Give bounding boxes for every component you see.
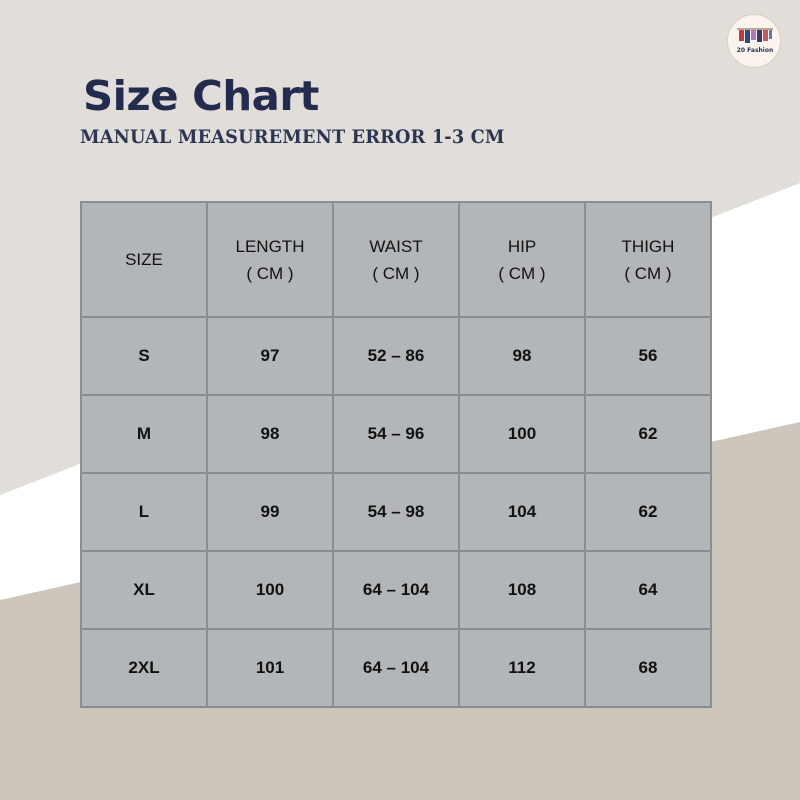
- table-cell: L: [81, 473, 207, 551]
- header-cell-length: LENGTH ( CM ): [207, 202, 333, 317]
- table-row: [81, 629, 711, 707]
- table-cell: 2XL: [81, 629, 207, 707]
- table-cell: 62: [585, 395, 711, 473]
- table-cell: M: [81, 395, 207, 473]
- table-cell: 104: [459, 473, 585, 551]
- logo-text: 20 Fashion: [736, 47, 774, 54]
- table-cell: 64: [585, 551, 711, 629]
- table-cell: 54 – 96: [333, 395, 459, 473]
- table-cell: XL: [81, 551, 207, 629]
- header-cell-waist: WAIST ( CM ): [333, 202, 459, 317]
- table-cell: 98: [459, 317, 585, 395]
- table-cell: 99: [207, 473, 333, 551]
- table-cell: 62: [585, 473, 711, 551]
- table-cell: 64 – 104: [333, 551, 459, 629]
- clothing-rack-icon: [728, 15, 781, 68]
- table-cell: 108: [459, 551, 585, 629]
- size-chart-table: [80, 201, 712, 708]
- table-cell: 52 – 86: [333, 317, 459, 395]
- table-cell: S: [81, 317, 207, 395]
- table-cell: 98: [207, 395, 333, 473]
- table-cell: 112: [459, 629, 585, 707]
- table-header-row: [81, 202, 711, 317]
- table-cell: 64 – 104: [333, 629, 459, 707]
- header-cell-size: SIZE: [81, 202, 207, 317]
- table-row: [81, 395, 711, 473]
- brand-logo: [727, 14, 781, 68]
- table-row: [81, 473, 711, 551]
- table-cell: 97: [207, 317, 333, 395]
- table-cell: 68: [585, 629, 711, 707]
- table-row: [81, 317, 711, 395]
- page-title: Size Chart: [83, 72, 319, 120]
- table-cell: 54 – 98: [333, 473, 459, 551]
- header-cell-thigh: THIGH ( CM ): [585, 202, 711, 317]
- page-subtitle: MANUAL MEASUREMENT ERROR 1-3 CM: [80, 126, 505, 148]
- header-cell-hip: HIP ( CM ): [459, 202, 585, 317]
- table-cell: 56: [585, 317, 711, 395]
- table-cell: 101: [207, 629, 333, 707]
- table-cell: 100: [207, 551, 333, 629]
- table-cell: 100: [459, 395, 585, 473]
- table-row: [81, 551, 711, 629]
